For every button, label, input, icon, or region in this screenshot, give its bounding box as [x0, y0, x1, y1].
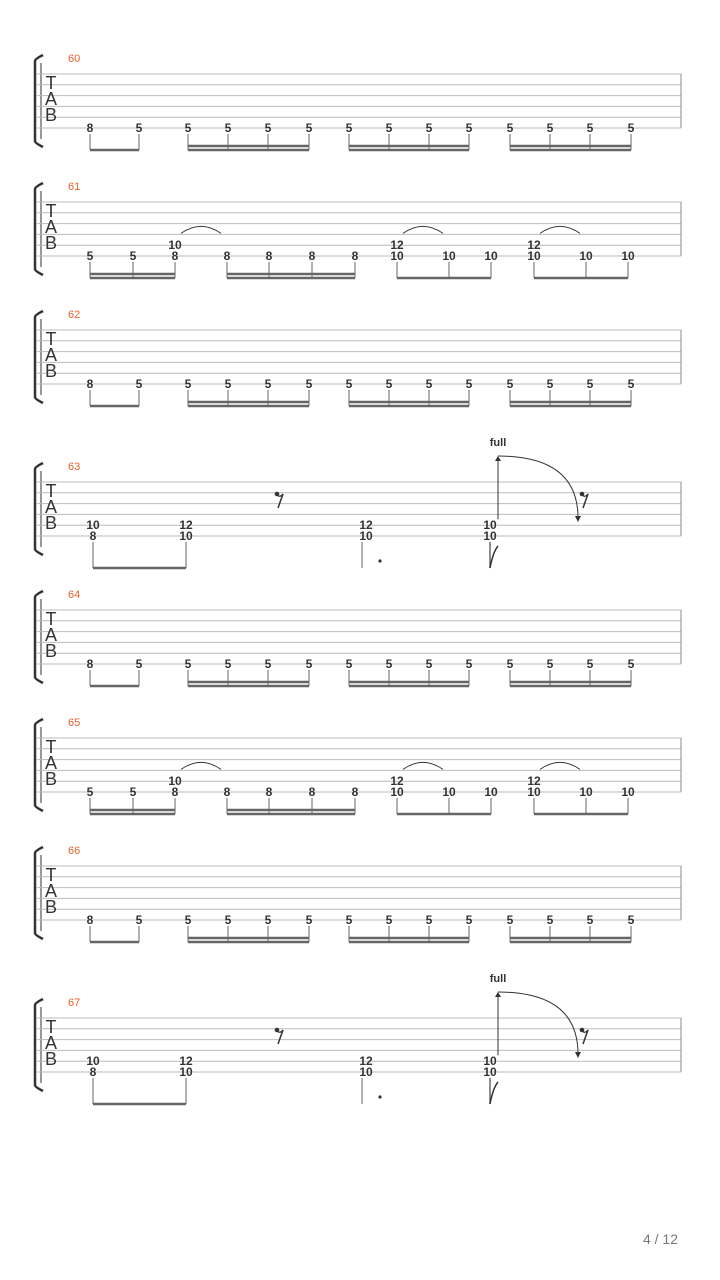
measure-number: 65: [68, 717, 81, 729]
tab-clef-letter: B: [44, 233, 58, 253]
bend-release-arrowhead: [575, 1052, 581, 1058]
fret-number: 5: [385, 121, 393, 135]
tab-clef-letter: B: [44, 641, 58, 661]
fret-number: 5: [506, 913, 514, 927]
fret-number: 5: [264, 377, 272, 391]
fret-number: 5: [506, 377, 514, 391]
tab-clef-letter: A: [44, 89, 58, 109]
tab-clef-letter: A: [44, 345, 58, 365]
fret-number: 5: [135, 657, 143, 671]
fret-number: 5: [546, 121, 554, 135]
fret-number: 5: [305, 657, 313, 671]
fret-number: 8: [308, 785, 316, 799]
fret-number: 12: [179, 1054, 193, 1069]
fret-number: 5: [224, 913, 232, 927]
fret-number: 5: [224, 377, 232, 391]
tab-clef-letter: T: [45, 201, 57, 221]
measure-number: 64: [68, 589, 81, 601]
fret-number: 8: [171, 785, 179, 799]
note-flag: [490, 1082, 498, 1104]
system-bracket: [35, 55, 43, 147]
tab-clef-letter: T: [45, 329, 57, 349]
fret-number: 8: [86, 377, 94, 391]
fret-number: 8: [89, 1065, 97, 1079]
tab-clef-letter: B: [44, 513, 58, 533]
fret-number: 8: [351, 785, 359, 799]
tab-clef-letter: T: [45, 609, 57, 629]
fret-number: 5: [385, 657, 393, 671]
fret-number: 5: [546, 913, 554, 927]
tab-clef-letter: B: [44, 769, 58, 789]
fret-number: 8: [265, 249, 273, 263]
fret-number: 8: [89, 529, 97, 543]
fret-number: 5: [506, 121, 514, 135]
tab-clef-letter: B: [44, 1049, 58, 1069]
tie-arc: [540, 762, 580, 769]
tab-system-63: [35, 437, 681, 568]
fret-number: 5: [425, 121, 433, 135]
fret-number: 5: [627, 377, 635, 391]
fret-number: 10: [483, 1065, 497, 1079]
fret-number: 5: [586, 121, 594, 135]
fret-number: 12: [390, 238, 404, 253]
tab-clef-letter: A: [44, 217, 58, 237]
tab-system-61: [35, 181, 681, 278]
fret-number: 10: [484, 249, 498, 263]
system-bracket: [35, 463, 43, 555]
tie-arc: [403, 226, 443, 233]
augmentation-dot: [378, 1095, 381, 1098]
page-number: 4 / 12: [642, 1231, 678, 1247]
fret-number: 5: [184, 657, 192, 671]
fret-number: 10: [179, 1065, 193, 1079]
fret-number: 10: [168, 238, 182, 253]
tab-clef-letter: B: [44, 105, 58, 125]
fret-number: 5: [224, 121, 232, 135]
fret-number: 5: [86, 249, 94, 263]
tab-clef-letter: A: [44, 1033, 58, 1053]
tab-system-67: [35, 973, 681, 1104]
tie-arc: [181, 762, 221, 769]
augmentation-dot: [378, 559, 381, 562]
fret-number: 10: [621, 785, 635, 799]
tab-system-60: [35, 53, 681, 150]
fret-number: 5: [586, 913, 594, 927]
system-bracket: [35, 311, 43, 403]
fret-number: 5: [425, 377, 433, 391]
fret-number: 5: [385, 377, 393, 391]
fret-number: 10: [168, 774, 182, 789]
tab-system-64: [35, 589, 681, 686]
fret-number: 5: [305, 377, 313, 391]
system-bracket: [35, 999, 43, 1091]
fret-number: 8: [223, 249, 231, 263]
tie-arc: [403, 762, 443, 769]
fret-number: 5: [586, 377, 594, 391]
fret-number: 12: [390, 774, 404, 789]
fret-number: 5: [345, 377, 353, 391]
fret-number: 5: [184, 377, 192, 391]
fret-number: 12: [359, 1054, 373, 1069]
tab-clef-letter: A: [44, 497, 58, 517]
system-bracket: [35, 183, 43, 275]
bend-release-curve: [498, 992, 578, 1054]
fret-number: 5: [345, 913, 353, 927]
fret-number: 5: [627, 121, 635, 135]
fret-number: 5: [345, 121, 353, 135]
fret-number: 5: [184, 913, 192, 927]
tab-clef-letter: A: [44, 753, 58, 773]
tab-clef-letter: T: [45, 865, 57, 885]
system-bracket: [35, 847, 43, 939]
fret-number: 5: [224, 657, 232, 671]
bend-release-arrowhead: [575, 516, 581, 522]
fret-number: 12: [527, 774, 541, 789]
fret-number: 10: [179, 529, 193, 543]
tab-clef-letter: B: [44, 361, 58, 381]
fret-number: 10: [359, 1065, 373, 1079]
fret-number: 8: [171, 249, 179, 263]
fret-number: 5: [425, 913, 433, 927]
fret-number: 5: [264, 657, 272, 671]
measure-number: 63: [68, 461, 81, 473]
fret-number: 10: [390, 249, 404, 263]
measure-number: 61: [68, 181, 81, 193]
tab-clef-letter: B: [44, 897, 58, 917]
tab-clef-letter: T: [45, 73, 57, 93]
fret-number: 10: [483, 1054, 497, 1069]
tab-clef-letter: T: [45, 1017, 57, 1037]
bend-arrowhead: [495, 992, 501, 997]
fret-number: 10: [86, 1054, 100, 1069]
fret-number: 5: [184, 121, 192, 135]
fret-number: 5: [345, 657, 353, 671]
fret-number: 12: [179, 518, 193, 533]
fret-number: 5: [546, 377, 554, 391]
fret-number: 5: [465, 913, 473, 927]
tab-system-66: [35, 845, 681, 942]
fret-number: 5: [135, 121, 143, 135]
fret-number: 5: [627, 913, 635, 927]
fret-number: 10: [579, 785, 593, 799]
fret-number: 10: [527, 785, 541, 799]
fret-number: 5: [135, 913, 143, 927]
fret-number: 5: [425, 657, 433, 671]
fret-number: 10: [86, 518, 100, 533]
system-bracket: [35, 591, 43, 683]
fret-number: 8: [86, 121, 94, 135]
fret-number: 10: [442, 249, 456, 263]
note-flag: [490, 546, 498, 568]
fret-number: 5: [627, 657, 635, 671]
fret-number: 10: [621, 249, 635, 263]
fret-number: 10: [483, 529, 497, 543]
tab-system-65: [35, 717, 681, 814]
fret-number: 5: [465, 377, 473, 391]
fret-number: 5: [506, 657, 514, 671]
fret-number: 12: [359, 518, 373, 533]
system-bracket: [35, 719, 43, 811]
bend-release-curve: [498, 456, 578, 518]
fret-number: 5: [135, 377, 143, 391]
fret-number: 8: [223, 785, 231, 799]
fret-number: 8: [351, 249, 359, 263]
fret-number: 8: [308, 249, 316, 263]
fret-number: 5: [465, 657, 473, 671]
fret-number: 5: [305, 913, 313, 927]
fret-number: 10: [527, 249, 541, 263]
tie-arc: [181, 226, 221, 233]
fret-number: 8: [265, 785, 273, 799]
tie-arc: [540, 226, 580, 233]
measure-number: 67: [68, 997, 81, 1009]
fret-number: 5: [129, 785, 137, 799]
fret-number: 5: [305, 121, 313, 135]
measure-number: 60: [68, 53, 81, 65]
fret-number: 5: [586, 657, 594, 671]
fret-number: 5: [465, 121, 473, 135]
tab-clef-letter: T: [45, 737, 57, 757]
tab-clef-letter: T: [45, 481, 57, 501]
fret-number: 8: [86, 913, 94, 927]
tab-system-62: [35, 309, 681, 406]
fret-number: 10: [483, 518, 497, 533]
fret-number: 10: [359, 529, 373, 543]
tab-clef-letter: A: [44, 625, 58, 645]
bend-label: full: [489, 973, 507, 985]
fret-number: 10: [579, 249, 593, 263]
fret-number: 10: [390, 785, 404, 799]
fret-number: 10: [484, 785, 498, 799]
measure-number: 66: [68, 845, 81, 857]
fret-number: 5: [86, 785, 94, 799]
fret-number: 5: [264, 121, 272, 135]
fret-number: 8: [86, 657, 94, 671]
bend-label: full: [489, 437, 507, 449]
measure-number: 62: [68, 309, 81, 321]
bend-arrowhead: [495, 456, 501, 461]
fret-number: 5: [264, 913, 272, 927]
fret-number: 5: [129, 249, 137, 263]
tab-clef-letter: A: [44, 881, 58, 901]
fret-number: 5: [546, 657, 554, 671]
fret-number: 10: [442, 785, 456, 799]
fret-number: 5: [385, 913, 393, 927]
fret-number: 12: [527, 238, 541, 253]
